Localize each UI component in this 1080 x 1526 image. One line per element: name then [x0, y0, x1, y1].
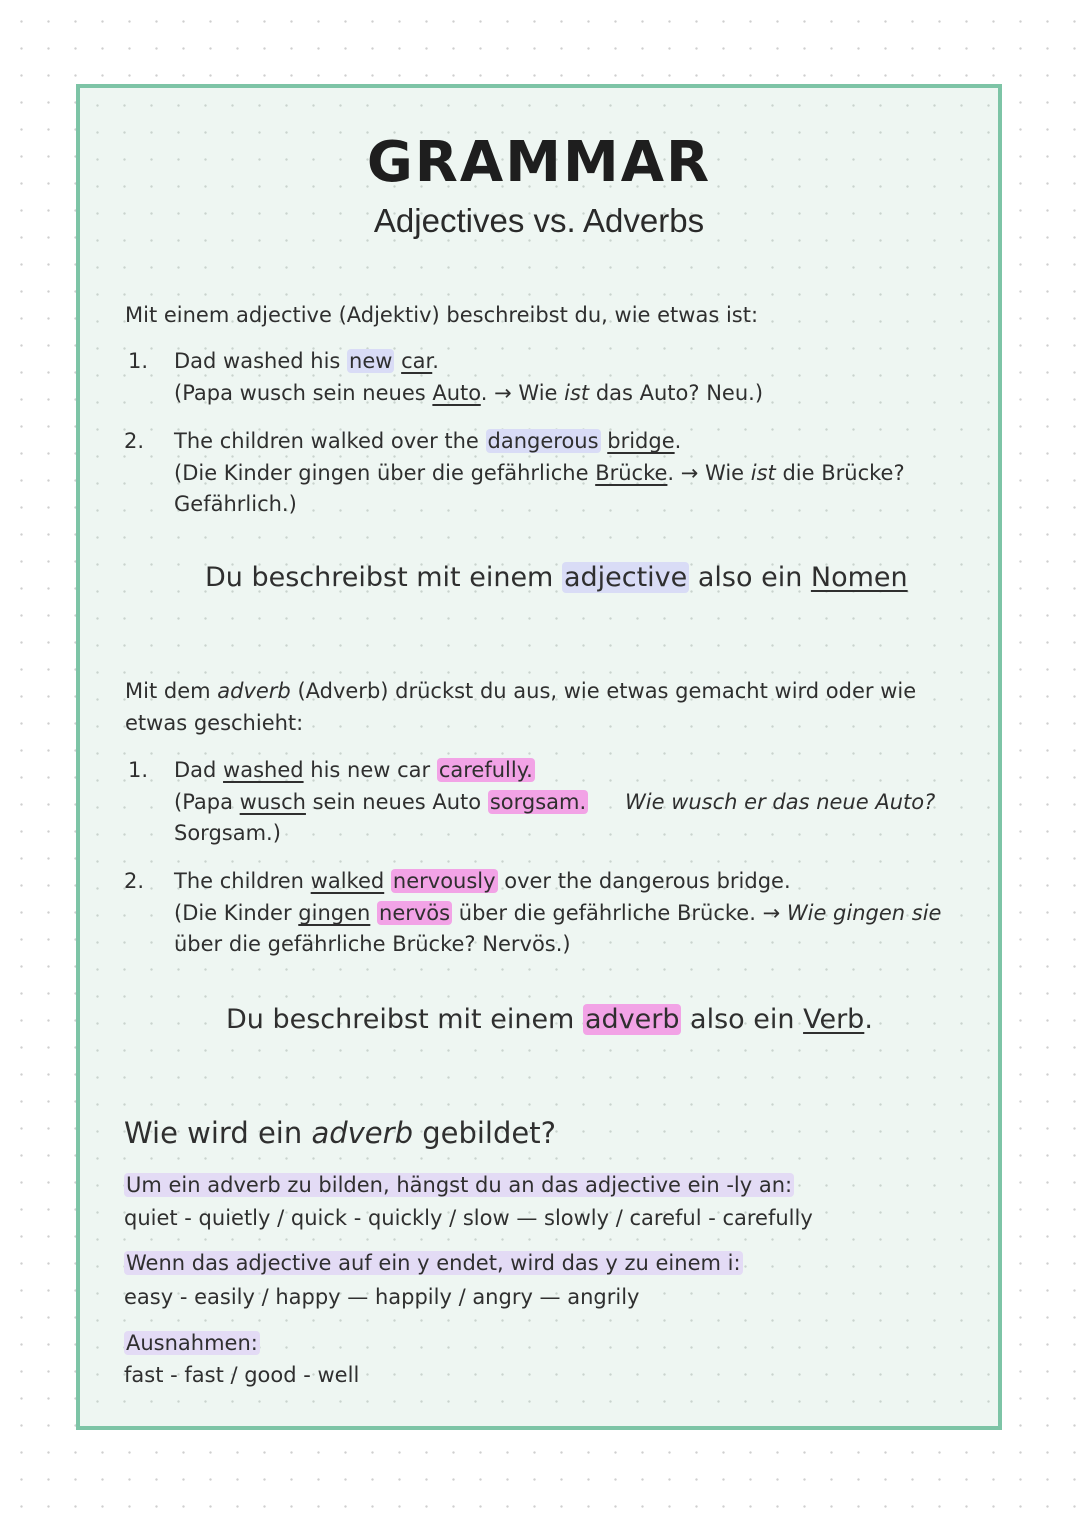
- adjective-intro-text-c: (Adjektiv) beschreibst du, wie etwas ist:: [331, 303, 759, 327]
- adj-ex2-de-text: (Die Kinder gingen über die gefährliche: [174, 461, 596, 485]
- adv-summary-period: .: [864, 1004, 873, 1035]
- adj-ex1-de-answer: das Auto? Neu.): [589, 381, 764, 405]
- adj-ex2-de-question: die Brücke?: [775, 461, 905, 485]
- adjective-intro-text-a: Mit einem: [125, 303, 236, 327]
- formation-rule-2: [124, 1248, 743, 1279]
- page-title: GRAMMAR: [366, 130, 712, 195]
- adj-ex2-de-noun-underlined: Brücke: [595, 461, 668, 485]
- adj-ex2-de-italic: ist: [750, 461, 776, 485]
- adv-ex2-adverb-highlight: nervously: [392, 869, 496, 893]
- formation-heading-text-a: Wie wird ein: [124, 1116, 312, 1150]
- adj-ex1-noun-underlined: car: [401, 349, 433, 373]
- formation-rule-1: [124, 1170, 794, 1201]
- adjective-intro: [125, 300, 758, 331]
- adj-ex1-de-text: (Papa wusch sein neues: [174, 381, 433, 405]
- worksheet-card: [76, 84, 1002, 1430]
- adv-ex2-en-text-b: over the dangerous bridge.: [497, 869, 791, 893]
- formation-heading: [124, 1118, 556, 1149]
- adj-ex1-de-noun-underlined: Auto: [432, 381, 481, 405]
- adjective-example-1-number: 1.: [128, 349, 149, 373]
- adjective-example-2-german-answer: Gefährlich.): [174, 492, 297, 516]
- adverb-example-2-number: 2.: [124, 869, 145, 893]
- adv-summary-highlight: adverb: [584, 1004, 680, 1035]
- page-subtitle: Adjectives vs. Adverbs: [373, 202, 705, 239]
- formation-heading-term: adverb: [311, 1116, 413, 1150]
- adv-ex2-de-adverb-highlight: nervös: [379, 901, 451, 925]
- adv-ex2-de-text-b: über die gefährliche Brücke. →: [452, 901, 787, 925]
- adj-ex1-en-text: Dad washed his: [174, 349, 348, 373]
- formation-heading-text-b: gebildet?: [412, 1116, 556, 1150]
- adj-ex1-de-arrow-text: . → Wie: [480, 381, 565, 405]
- formation-examples-1: quiet - quietly / quick - quickly / slow — slowly / careful - carefully: [124, 1206, 813, 1230]
- adverb-example-1-english: [174, 755, 535, 786]
- adverb-intro-text-a: Mit dem: [125, 679, 218, 703]
- adv-ex2-de-question: Wie gingen sie: [786, 901, 942, 925]
- adj-ex2-adjective-highlight: dangerous: [487, 429, 599, 453]
- adj-ex1-adjective-highlight: new: [349, 349, 393, 373]
- adverb-intro: [125, 676, 916, 707]
- adverb-summary: [226, 1004, 873, 1035]
- adverb-intro-text-b: (Adverb) drückst du aus, wie etwas gemacht wird oder wie: [290, 679, 917, 703]
- adv-ex1-de-text-b: sein neues Auto: [305, 790, 488, 814]
- adj-ex2-noun-underlined: bridge: [607, 429, 675, 453]
- adjective-example-2-english: [174, 426, 681, 457]
- adjective-intro-term: adjective: [235, 303, 332, 327]
- adverb-example-1-german-answer: Sorgsam.): [174, 821, 281, 845]
- adv-ex2-space: [384, 869, 391, 893]
- adverb-intro-line-2: etwas geschieht:: [125, 711, 304, 735]
- adv-summary-verb-underlined: Verb: [803, 1004, 865, 1035]
- adjective-example-2-number: 2.: [124, 429, 145, 453]
- formation-examples-2: easy - easily / happy — happily / angry — angrily: [124, 1285, 640, 1309]
- adj-summary-text-b: also ein: [689, 562, 811, 593]
- adj-ex2-en-text: The children walked over the: [174, 429, 486, 453]
- adv-ex2-en-text: The children: [174, 869, 311, 893]
- adverb-example-2-german: [174, 898, 941, 929]
- adv-ex1-de-text: (Papa: [174, 790, 240, 814]
- adj-summary-highlight: adjective: [563, 562, 688, 593]
- adv-ex2-verb-underlined: walked: [310, 869, 385, 893]
- formation-rule-2-highlight: Wenn das adjective auf ein y endet, wird das y zu einem i:: [126, 1251, 741, 1275]
- adv-ex1-en-text: Dad: [174, 758, 224, 782]
- adverb-intro-term: adverb: [217, 679, 291, 703]
- exceptions-label-highlight: Ausnahmen:: [126, 1331, 258, 1355]
- formation-rule-1-highlight: Um ein adverb zu bilden, hängst du an das adjective ein -ly an:: [126, 1173, 793, 1197]
- adverb-example-1-number: 1.: [128, 758, 149, 782]
- adj-ex2-period: .: [674, 429, 682, 453]
- adv-ex2-de-verb-underlined: gingen: [298, 901, 371, 925]
- exceptions-examples: fast - fast / good - well: [124, 1363, 360, 1387]
- exceptions-label: [124, 1328, 260, 1359]
- adv-summary-text-b: also ein: [681, 1004, 804, 1035]
- adjective-example-1-german: [174, 378, 763, 409]
- adv-ex1-verb-underlined: washed: [223, 758, 304, 782]
- adv-summary-text: Du beschreibst mit einem: [226, 1004, 583, 1035]
- adv-ex1-en-text-b: his new car: [303, 758, 437, 782]
- adj-ex2-de-arrow-text: . → Wie: [667, 461, 751, 485]
- adj-ex1-period: .: [432, 349, 439, 373]
- adv-ex2-de-space: [370, 901, 377, 925]
- adverb-example-1-german: [174, 787, 588, 818]
- adv-ex1-de-adverb-highlight: sorgsam.: [489, 790, 587, 814]
- adj-summary-text: Du beschreibst mit einem: [205, 562, 562, 593]
- adv-ex1-de-verb-underlined: wusch: [239, 790, 306, 814]
- adverb-example-1-question: Wie wusch er das neue Auto?: [625, 790, 936, 814]
- adv-ex1-adverb-highlight: carefully.: [438, 758, 533, 782]
- adverb-example-2-english: [174, 866, 791, 897]
- adjective-summary: [205, 562, 908, 593]
- adj-summary-noun-underlined: Nomen: [810, 562, 908, 593]
- adv-ex2-de-text: (Die Kinder: [174, 901, 299, 925]
- adjective-example-1-english: [174, 346, 439, 377]
- adjective-example-2-german: [174, 458, 905, 489]
- adj-ex1-de-italic: ist: [564, 381, 590, 405]
- adverb-example-2-german-answer: über die gefährliche Brücke? Nervös.): [174, 932, 571, 956]
